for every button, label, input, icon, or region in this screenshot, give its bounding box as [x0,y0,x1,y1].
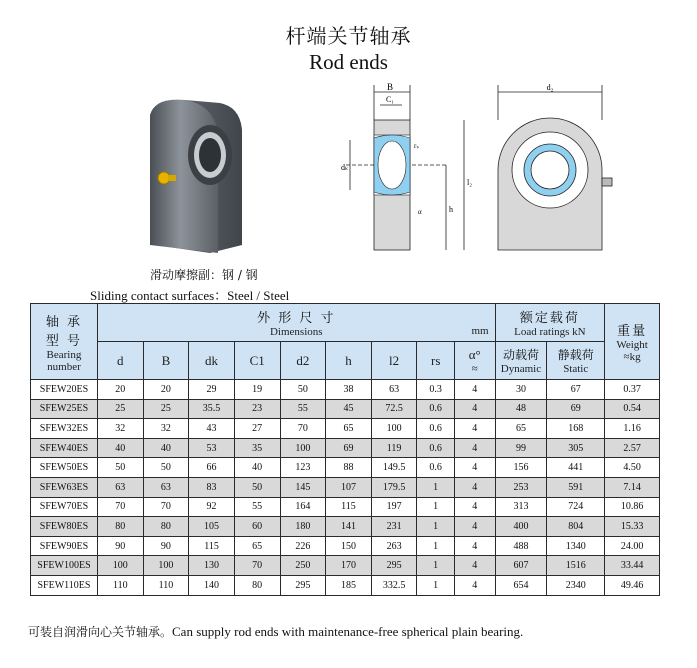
table-cell: 0.37 [605,380,660,400]
label-dk: dₖ [341,163,349,172]
table-cell: 1 [417,517,455,537]
spec-table [30,303,660,596]
table-row [31,497,660,517]
bearing-number-cell: SFEW90ES [31,536,98,556]
table-cell: 110 [143,575,189,595]
table-cell: 50 [234,477,280,497]
table-cell: 226 [280,536,326,556]
table-row [31,419,660,439]
header-dynamic: 动载荷 Dynamic [495,342,547,380]
table-cell: 0.6 [417,419,455,439]
table-cell: 305 [547,438,605,458]
table-cell: 35.5 [189,399,235,419]
table-cell: 1 [417,556,455,576]
label-h: h [449,205,453,214]
bearing-number-cell: SFEW20ES [31,380,98,400]
front-drawing [490,80,620,258]
table-cell: 591 [547,477,605,497]
table-cell: 90 [97,536,143,556]
bearing-number-cell: SFEW25ES [31,399,98,419]
table-cell: 185 [326,575,372,595]
table-cell: 179.5 [371,477,417,497]
header-h: h [326,342,372,380]
table-cell: 40 [143,438,189,458]
table-cell: 804 [547,517,605,537]
table-cell: 23 [234,399,280,419]
table-cell: 69 [547,399,605,419]
table-cell: 4 [454,517,495,537]
table-row [31,438,660,458]
page-title-en: Rod ends [309,50,388,74]
table-cell: 63 [143,477,189,497]
bearing-number-cell: SFEW63ES [31,477,98,497]
header-dk: dk [189,342,235,380]
table-cell: 100 [371,419,417,439]
table-cell: 4 [454,380,495,400]
label-l2: l₂ [467,178,473,187]
header-load-ratings: 额定载荷 Load ratings kN [495,304,605,342]
table-cell: 1 [417,575,455,595]
table-cell: 55 [280,399,326,419]
table-row [31,556,660,576]
header-d: d [97,342,143,380]
table-row [31,380,660,400]
bearing-number-cell: SFEW80ES [31,517,98,537]
table-cell: 724 [547,497,605,517]
footnote-cn: 可装自润滑向心关节轴承。 [28,625,173,639]
section-drawing [336,80,476,258]
table-cell: 100 [97,556,143,576]
table-cell: 149.5 [371,458,417,478]
table-row [31,575,660,595]
bearing-number-cell: SFEW32ES [31,419,98,439]
table-cell: 4 [454,536,495,556]
rod-end-photo [140,95,250,255]
table-cell: 4 [454,419,495,439]
table-cell: 25 [97,399,143,419]
table-cell: 24.00 [605,536,660,556]
footnote [28,623,523,640]
table-cell: 66 [189,458,235,478]
table-cell: 0.6 [417,399,455,419]
table-cell: 65 [495,419,547,439]
table-cell: 80 [234,575,280,595]
header-C1: C1 [234,342,280,380]
label-C1: C₁ [385,95,395,104]
table-cell: 38 [326,380,372,400]
table-cell: 35 [234,438,280,458]
table-cell: 27 [234,419,280,439]
table-cell: 4.50 [605,458,660,478]
table-cell: 69 [326,438,372,458]
table-cell: 0.54 [605,399,660,419]
table-cell: 19 [234,380,280,400]
table-cell: 180 [280,517,326,537]
bearing-number-cell: SFEW40ES [31,438,98,458]
label-B: B [386,82,394,92]
table-cell: 400 [495,517,547,537]
header-rs: rs [417,342,455,380]
table-cell: 80 [143,517,189,537]
table-cell: 295 [371,556,417,576]
table-cell: 168 [547,419,605,439]
table-cell: 4 [454,438,495,458]
bearing-number-cell: SFEW100ES [31,556,98,576]
table-cell: 55 [234,497,280,517]
table-cell: 92 [189,497,235,517]
table-cell: 15.33 [605,517,660,537]
table-cell: 65 [234,536,280,556]
table-cell: 141 [326,517,372,537]
table-cell: 145 [280,477,326,497]
table-cell: 119 [371,438,417,458]
table-cell: 70 [280,419,326,439]
table-cell: 2340 [547,575,605,595]
table-cell: 7.14 [605,477,660,497]
table-cell: 4 [454,497,495,517]
table-cell: 1516 [547,556,605,576]
table-cell: 32 [97,419,143,439]
table-cell: 40 [234,458,280,478]
table-cell: 33.44 [605,556,660,576]
label-rs: rₛ [414,142,419,150]
table-cell: 123 [280,458,326,478]
table-cell: 150 [326,536,372,556]
table-cell: 231 [371,517,417,537]
table-cell: 197 [371,497,417,517]
table-cell: 263 [371,536,417,556]
table-cell: 0.6 [417,438,455,458]
table-cell: 4 [454,458,495,478]
caption-en: Sliding contact surfaces：Steel / Steel [90,288,290,303]
table-cell: 99 [495,438,547,458]
footnote-en: Can supply rod ends with maintenance-free spherical plain bearing. [172,624,524,639]
table-cell: 80 [97,517,143,537]
table-cell: 1340 [547,536,605,556]
header-alpha: α° ≈ [454,342,495,380]
table-row [31,399,660,419]
table-cell: 107 [326,477,372,497]
bearing-number-cell: SFEW50ES [31,458,98,478]
table-cell: 63 [97,477,143,497]
table-cell: 70 [97,497,143,517]
header-dimensions: 外 形 尺 寸 Dimensions mm [97,304,495,342]
table-cell: 1 [417,497,455,517]
table-cell: 43 [189,419,235,439]
table-cell: 30 [495,380,547,400]
table-cell: 50 [97,458,143,478]
header-static: 静载荷 Static [547,342,605,380]
table-cell: 4 [454,575,495,595]
table-body [31,380,660,596]
table-cell: 2.57 [605,438,660,458]
header-weight: 重量 Weight ≈kg [605,304,660,380]
table-cell: 70 [234,556,280,576]
table-cell: 67 [547,380,605,400]
table-row [31,536,660,556]
table-cell: 295 [280,575,326,595]
table-cell: 156 [495,458,547,478]
table-cell: 20 [97,380,143,400]
table-cell: 50 [280,380,326,400]
caption-cn: 滑动摩擦副：钢 / 钢 [150,268,258,282]
bearing-number-cell: SFEW110ES [31,575,98,595]
table-cell: 40 [97,438,143,458]
table-row [31,477,660,497]
header-bearing: 轴 承 型 号 Bearing number [31,304,98,380]
table-cell: 53 [189,438,235,458]
table-cell: 110 [97,575,143,595]
table-cell: 32 [143,419,189,439]
table-cell: 4 [454,477,495,497]
page-title-cn: 杆端关节轴承 [285,24,412,48]
table-cell: 100 [143,556,189,576]
table-cell: 4 [454,556,495,576]
table-cell: 10.86 [605,497,660,517]
table-cell: 83 [189,477,235,497]
table-row [31,458,660,478]
table-cell: 50 [143,458,189,478]
table-cell: 607 [495,556,547,576]
table-cell: 0.6 [417,458,455,478]
table-cell: 29 [189,380,235,400]
table-cell: 25 [143,399,189,419]
header-B: B [143,342,189,380]
table-cell: 4 [454,399,495,419]
table-cell: 45 [326,399,372,419]
table-cell: 72.5 [371,399,417,419]
table-cell: 654 [495,575,547,595]
table-cell: 164 [280,497,326,517]
label-d2: d₂ [546,83,554,92]
table-cell: 63 [371,380,417,400]
bearing-number-cell: SFEW70ES [31,497,98,517]
table-cell: 90 [143,536,189,556]
header-l2: l2 [371,342,417,380]
table-row [31,517,660,537]
table-cell: 115 [189,536,235,556]
table-cell: 140 [189,575,235,595]
table-cell: 313 [495,497,547,517]
table-cell: 48 [495,399,547,419]
table-cell: 253 [495,477,547,497]
table-cell: 60 [234,517,280,537]
label-alpha: α [418,208,422,216]
table-cell: 100 [280,438,326,458]
table-cell: 1.16 [605,419,660,439]
table-cell: 332.5 [371,575,417,595]
table-cell: 0.3 [417,380,455,400]
table-cell: 130 [189,556,235,576]
header-d2: d2 [280,342,326,380]
table-cell: 49.46 [605,575,660,595]
table-cell: 65 [326,419,372,439]
table-cell: 441 [547,458,605,478]
table-cell: 1 [417,536,455,556]
table-cell: 20 [143,380,189,400]
table-cell: 115 [326,497,372,517]
table-cell: 250 [280,556,326,576]
table-cell: 88 [326,458,372,478]
table-cell: 70 [143,497,189,517]
table-cell: 488 [495,536,547,556]
table-cell: 170 [326,556,372,576]
table-cell: 105 [189,517,235,537]
table-cell: 1 [417,477,455,497]
